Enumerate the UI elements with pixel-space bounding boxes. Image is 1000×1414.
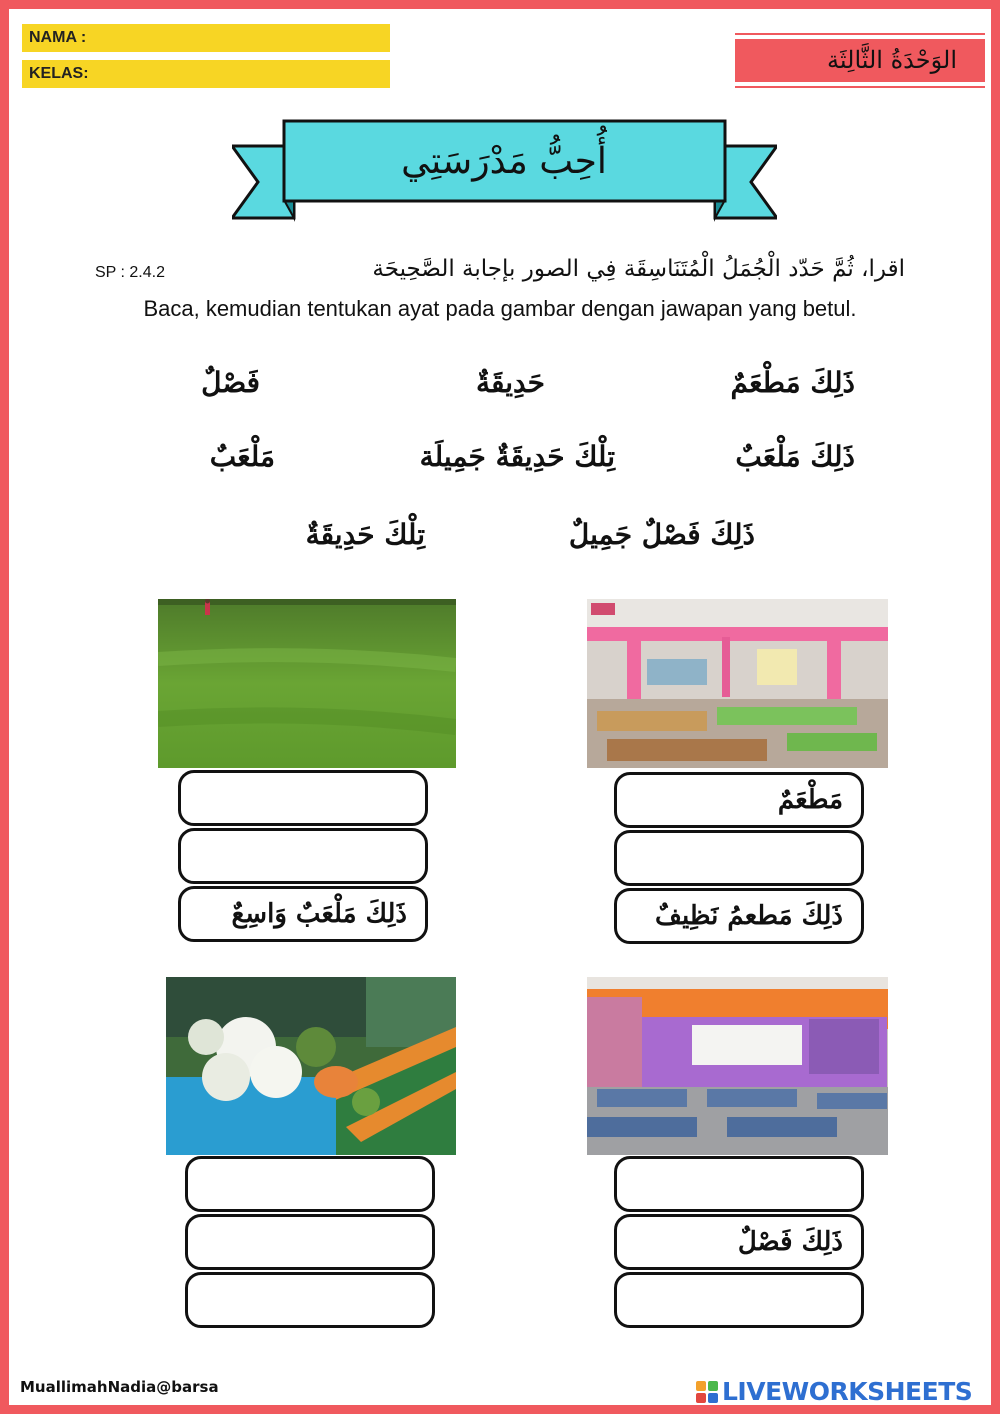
answer-box[interactable]: ذَلِكَ مَلْعَبٌ وَاسِعٌ bbox=[178, 886, 428, 942]
instruction-malay: Baca, kemudian tentukan ayat pada gambar dengan jawapan yang betul. bbox=[143, 296, 857, 321]
answer-box[interactable] bbox=[185, 1272, 435, 1328]
answer-box[interactable] bbox=[178, 828, 428, 884]
answer-box[interactable] bbox=[185, 1156, 435, 1212]
unit-banner bbox=[735, 33, 985, 88]
unit-title: الوَحْدَةُ الثَّالِثَة bbox=[827, 46, 957, 74]
answer-box[interactable] bbox=[178, 770, 428, 826]
answer-box[interactable]: ذَلِكَ مَطعمُ نَظِيفٌ bbox=[614, 888, 864, 944]
page-title: أُحِبُّ مَدْرَسَتِي bbox=[401, 141, 607, 182]
word-bank-item: مَلْعَبٌ bbox=[209, 440, 275, 473]
canteen-photo bbox=[587, 599, 888, 768]
word-bank-item: فَصْلٌ bbox=[201, 366, 260, 399]
word-bank-item: تِلْكَ حَدِيقَةٌ bbox=[305, 518, 425, 551]
word-bank-item: حَدِيقَةٌ bbox=[476, 366, 545, 399]
standard-code: SP : 2.4.2 bbox=[95, 264, 165, 281]
name-label: NAMA : bbox=[29, 29, 87, 46]
answer-box[interactable]: مَطْعَمٌ bbox=[614, 772, 864, 828]
answer-box[interactable]: ذَلِكَ فَصْلٌ bbox=[614, 1214, 864, 1270]
class-label: KELAS: bbox=[29, 65, 89, 82]
answer-box[interactable] bbox=[614, 1156, 864, 1212]
answer-box[interactable] bbox=[614, 830, 864, 886]
title-ribbon bbox=[232, 118, 777, 223]
word-bank-item: ذَلِكَ مَلْعَبٌ bbox=[735, 440, 855, 473]
brand-name: LIVEWORKSHEETS bbox=[722, 1377, 973, 1406]
brand-icon bbox=[696, 1381, 718, 1403]
name-field[interactable] bbox=[22, 24, 390, 52]
word-bank-item: ذَلِكَ مَطْعَمٌ bbox=[730, 366, 855, 399]
word-bank-item: تِلْكَ حَدِيقَةٌ جَمِيلَة bbox=[419, 440, 615, 473]
instruction-arabic: اقرا، ثُمَّ حَدّد الْجُمَلُ الْمُتَنَاسِقَة فِي الصور بإجابة الصَّحِيحَة bbox=[372, 256, 905, 282]
answer-box[interactable] bbox=[614, 1272, 864, 1328]
author-credit: MuallimahNadia@barsa bbox=[20, 1378, 219, 1396]
garden-photo bbox=[166, 977, 456, 1155]
field-photo bbox=[158, 599, 456, 768]
class-field[interactable] bbox=[22, 60, 390, 88]
answer-box[interactable] bbox=[185, 1214, 435, 1270]
classroom-photo bbox=[587, 977, 888, 1155]
word-bank-item: ذَلِكَ فَصْلٌ جَمِيلٌ bbox=[568, 518, 755, 551]
